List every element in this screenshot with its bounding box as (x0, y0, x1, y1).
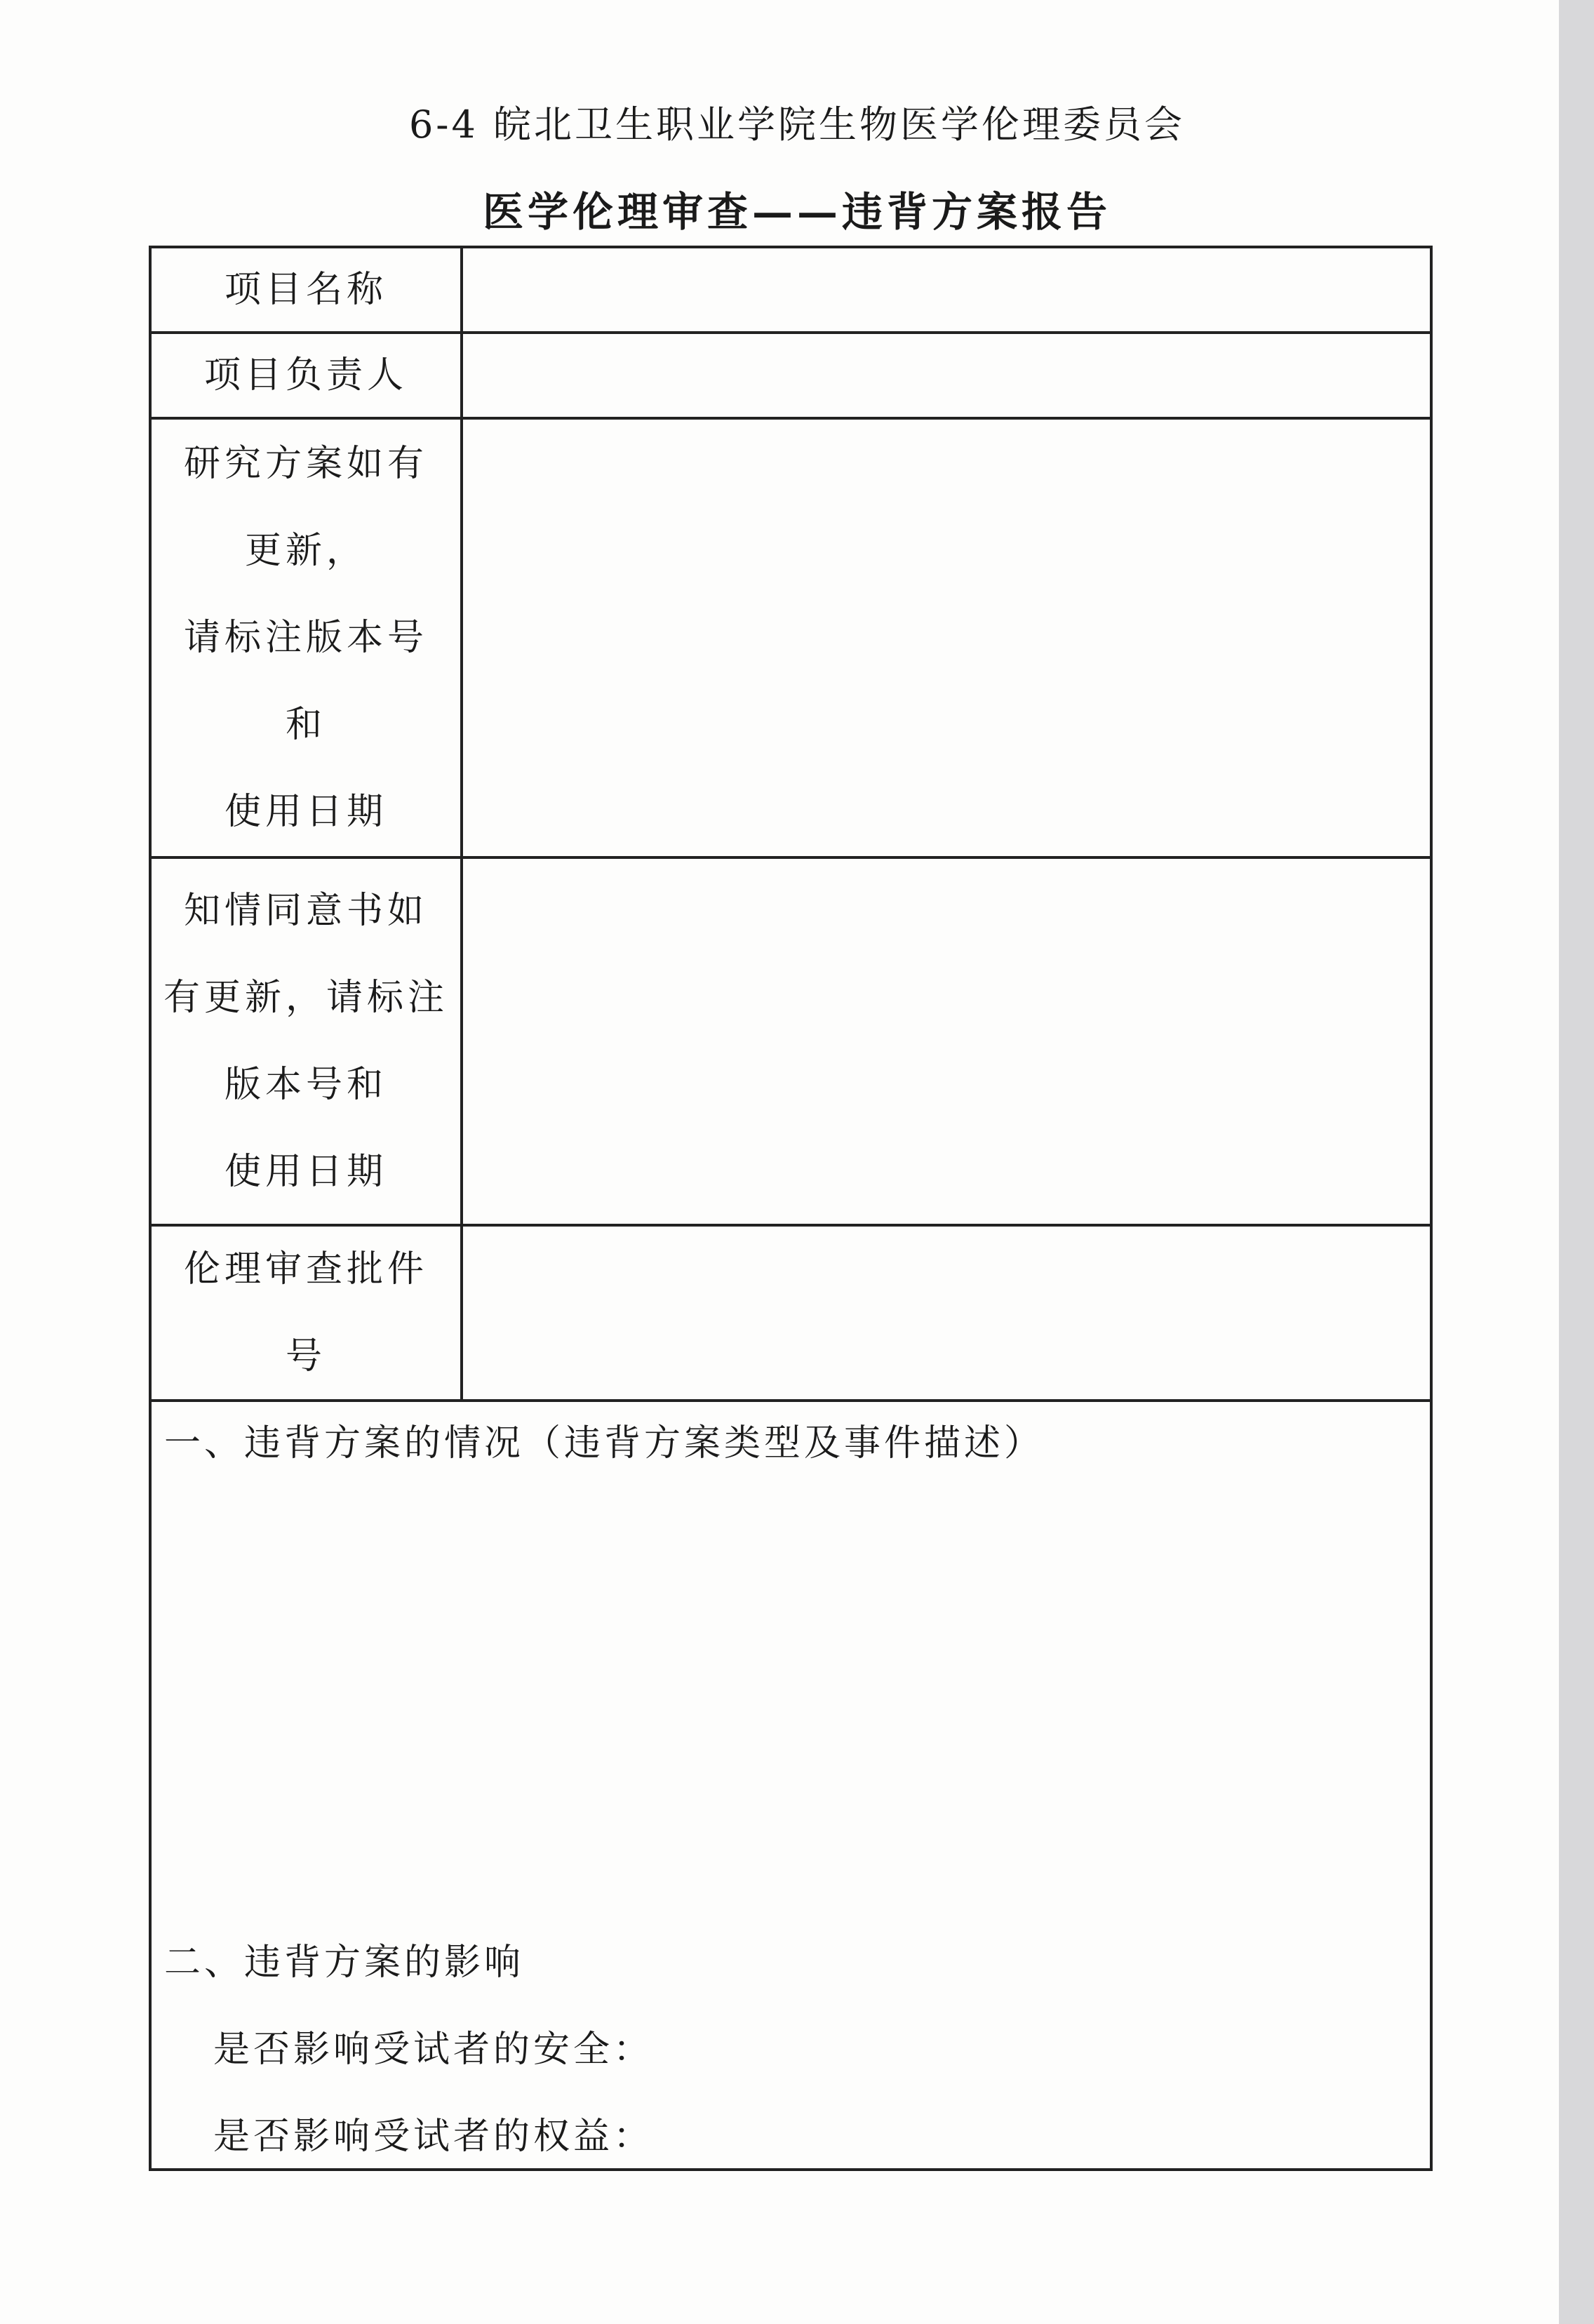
row-divider (152, 1399, 1430, 1402)
report-form (149, 246, 1433, 2171)
section-situation-title: 一、违背方案的情况（违背方案类型及事件描述） (164, 1422, 1045, 1464)
organization-title: 6-4 皖北卫生职业学院生物医学伦理委员会 (408, 102, 1186, 147)
consent-update-field[interactable] (463, 859, 1430, 1224)
safety-impact-question: 是否影响受试者的安全： (213, 2029, 654, 2071)
project-leader-field[interactable] (463, 334, 1430, 417)
approval-number-field[interactable] (463, 1227, 1430, 1399)
consent-update-label: 知情同意书如 有更新，请标注 版本号和 使用日期 (163, 890, 448, 1193)
approval-number-label: 伦理审查批件 号 (183, 1248, 428, 1377)
page-edge-shadow (1559, 0, 1594, 2324)
document-title: 医学伦理审查——违背方案报告 (482, 188, 1111, 236)
section-impact-title: 二、违背方案的影响 (164, 1942, 525, 1984)
project-leader-label: 项目负责人 (203, 354, 408, 396)
rights-impact-question: 是否影响受试者的权益： (213, 2116, 654, 2158)
project-name-label: 项目名称 (224, 269, 387, 311)
protocol-update-label: 研究方案如有 更新， 请标注版本号 和 使用日期 (183, 443, 428, 833)
protocol-update-field[interactable] (463, 420, 1430, 856)
project-name-field[interactable] (463, 248, 1430, 331)
